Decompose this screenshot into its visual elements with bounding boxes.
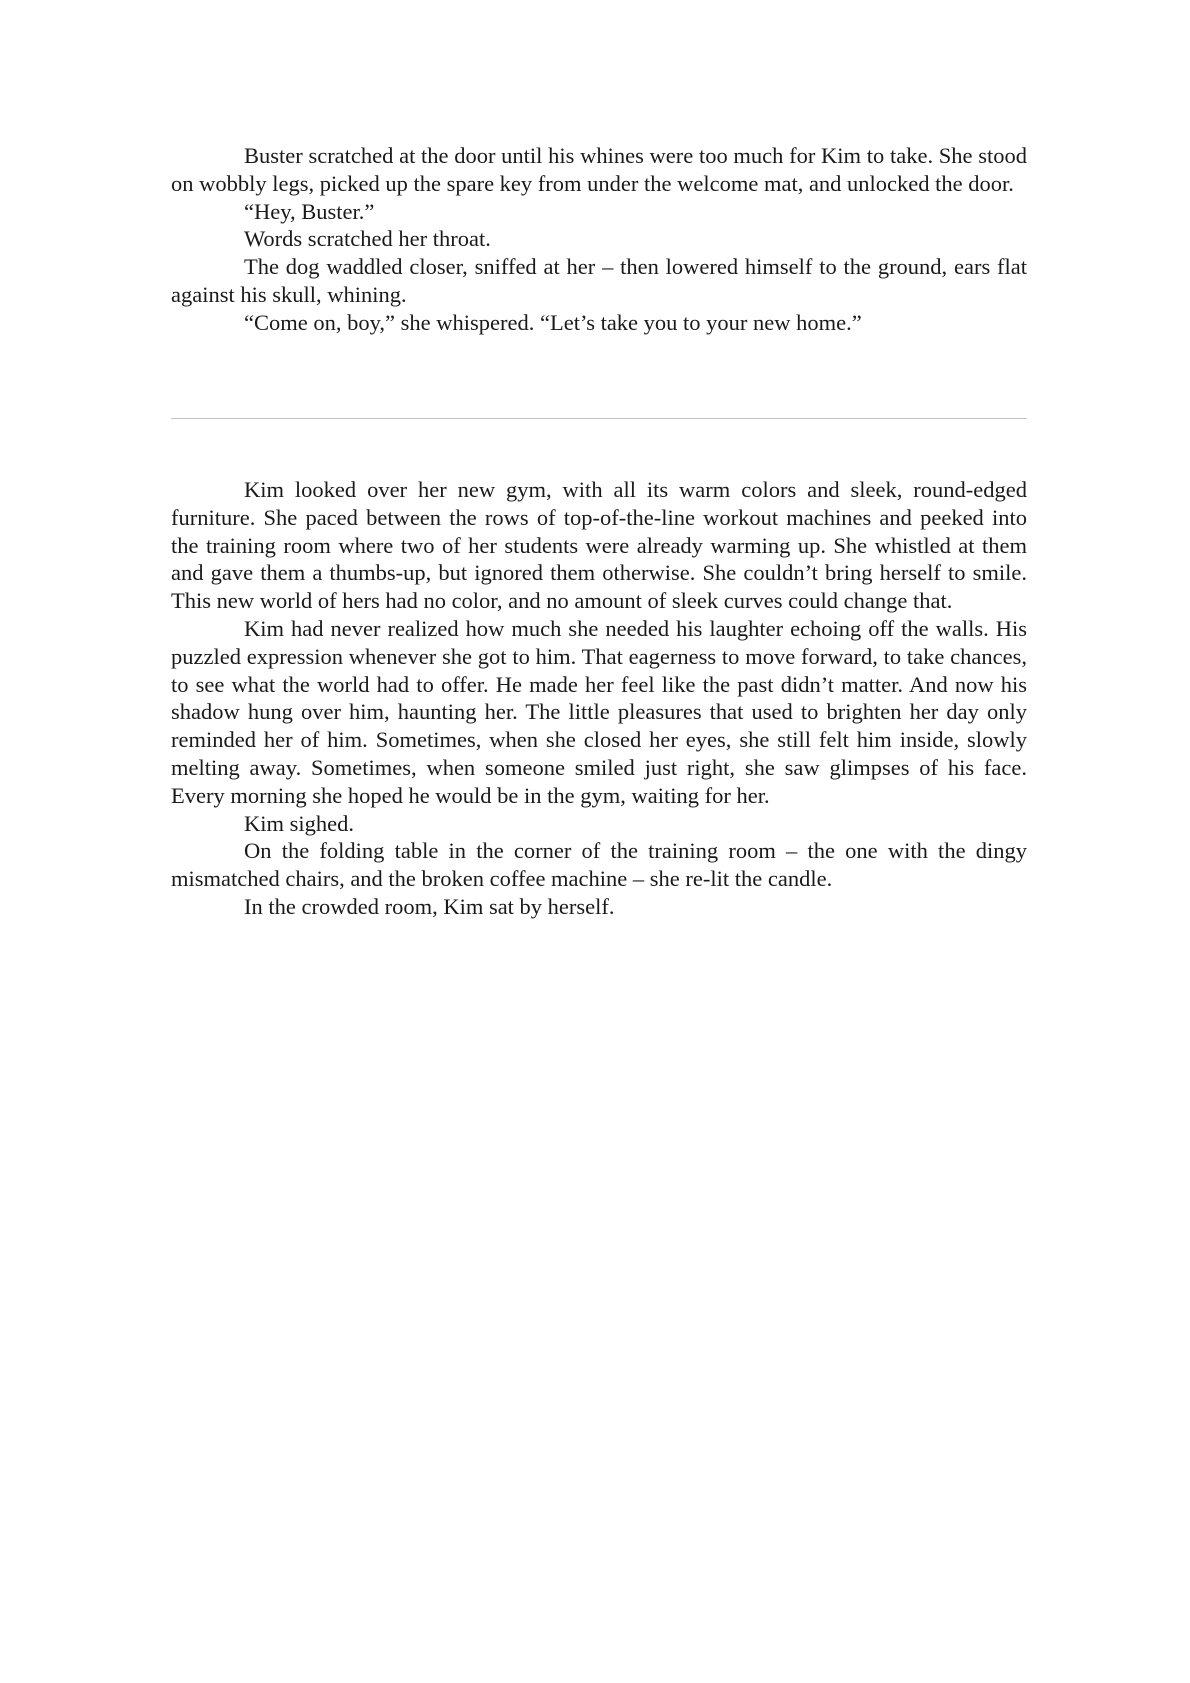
paragraph: The dog waddled closer, sniffed at her – then lowered himself to the ground, ears flat against his skull, whining. [171, 254, 1027, 307]
paragraph: “Hey, Buster.” [244, 198, 375, 224]
section-divider [171, 418, 1027, 419]
paragraph: “Come on, boy,” she whispered. “Let’s take you to your new home.” [244, 309, 862, 335]
text-section-2 [171, 476, 1027, 921]
paragraph: Words scratched her throat. [244, 226, 491, 252]
paragraph: On the folding table in the corner of the training room – the one with the dingy mismatched chairs, and the broken coffee machine – she re-lit the candle. [171, 838, 1027, 892]
paragraph: Kim looked over her new gym, with all its warm colors and sleek, round-edged furniture. She paced between the rows of top-of-the-line workout machines and peeked into the training room where two of her students were already warming up. She whistled at them and gave them a thumbs-up, but ignored them otherwise. She couldn’t bring herself to smile. This new world of hers had no color, and no amount of sleek curves could change that. [171, 477, 1027, 614]
paragraph: Buster scratched at the door until his whines were too much for Kim to take. She stood on wobbly legs, picked up the spare key from under the welcome mat, and unlocked the door. [171, 143, 1027, 196]
paragraph: Kim sighed. [244, 810, 354, 836]
text-section-1 [171, 142, 1027, 337]
paragraph: In the crowded room, Kim sat by herself. [244, 893, 615, 919]
paragraph: Kim had never realized how much she needed his laughter echoing off the walls. His puzzled expression whenever she got to him. That eagerness to move forward, to take chances, to see what the world had to offer. He made her feel like the past didn’t matter. And now his shadow hung over him, haunting her. The little pleasures that used to brighten her day only reminded her of him. Sometimes, when she closed her eyes, she still felt him inside, slowly melting away. Sometimes, when someone smiled just right, she saw glimpses of his face. Every morning she hoped he would be in the gym, waiting for her. [171, 615, 1027, 808]
